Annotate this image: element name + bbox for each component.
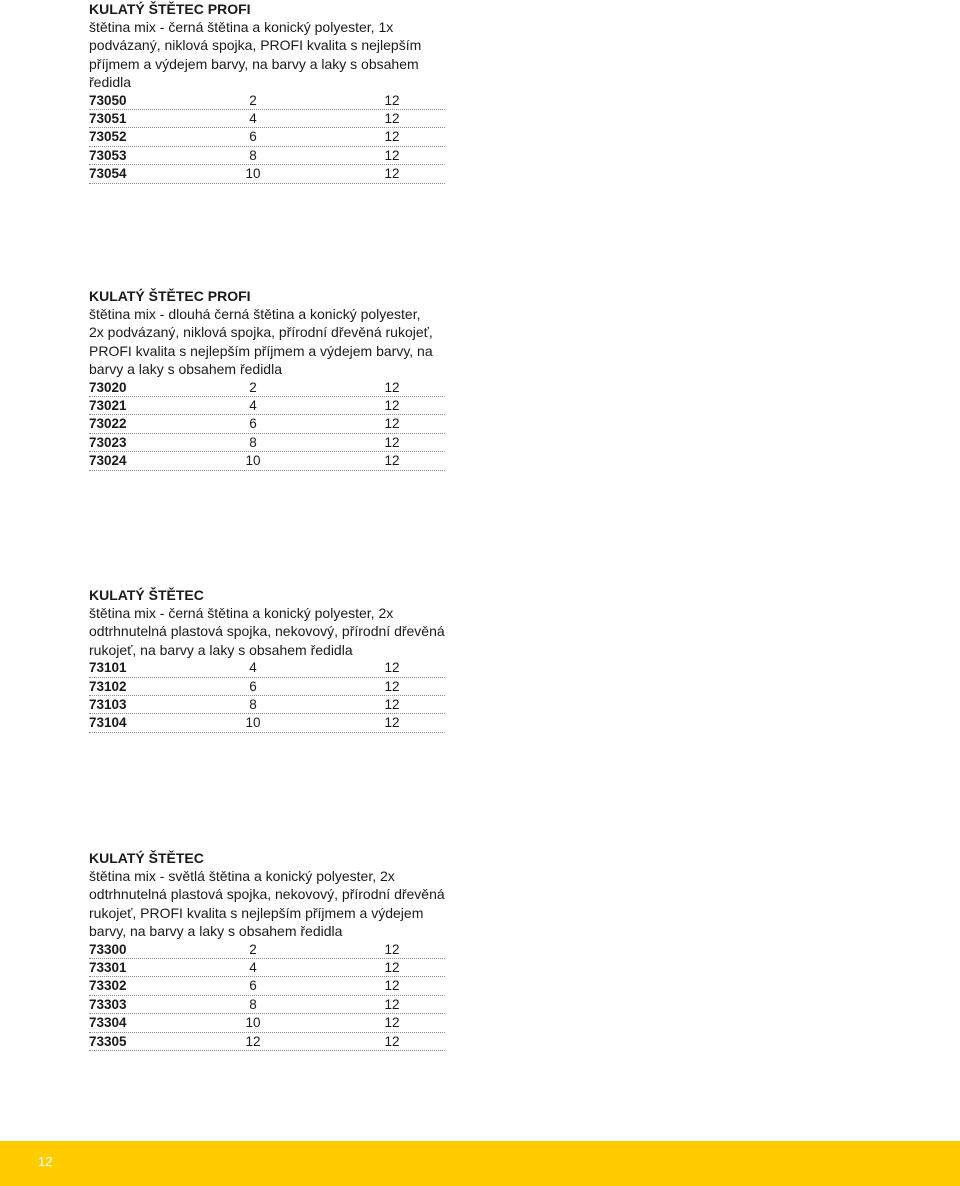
product-quantity: 12	[384, 1015, 400, 1031]
table-row	[89, 452, 445, 470]
product-size: 6	[249, 129, 257, 145]
product-size: 10	[245, 166, 261, 182]
product-title: KULATÝ ŠTĚTEC PROFI	[89, 288, 251, 304]
table-row	[89, 110, 445, 128]
product-table	[89, 92, 449, 184]
description-line: barvy a laky s obsahem ředidla	[89, 361, 282, 378]
page-number: 12	[38, 1154, 53, 1169]
product-description	[89, 604, 449, 659]
table-row	[89, 659, 445, 677]
product-section-2	[89, 287, 449, 471]
table-row	[89, 128, 445, 146]
product-code: 73301	[89, 960, 127, 976]
description-line: příjmem a výdejem barvy, na barvy a laky s obsahem	[89, 55, 419, 72]
product-quantity: 12	[384, 715, 400, 731]
product-code: 73052	[89, 129, 127, 145]
product-quantity: 12	[384, 92, 400, 108]
table-row	[89, 678, 445, 696]
product-quantity: 12	[384, 978, 400, 994]
description-line: štětina mix - černá štětina a konický polyester, 1x	[89, 19, 394, 35]
product-size: 12	[245, 1033, 261, 1049]
product-code: 73054	[89, 166, 127, 182]
product-quantity: 12	[384, 1033, 400, 1049]
product-quantity: 12	[384, 129, 400, 145]
table-row	[89, 977, 445, 995]
product-description	[89, 305, 449, 379]
description-line: rukojeť, PROFI kvalita s nejlepším příjmem a výdejem	[89, 904, 424, 921]
product-code: 73024	[89, 453, 127, 469]
description-line: odtrhnutelná plastová spojka, nekovový, přírodní dřevěná	[89, 623, 445, 640]
product-code: 73050	[89, 92, 127, 108]
product-size: 2	[249, 92, 257, 108]
product-quantity: 12	[384, 660, 400, 676]
product-size: 4	[249, 660, 257, 676]
product-code: 73020	[89, 379, 127, 395]
description-line: štětina mix - černá štětina a konický polyester, 2x	[89, 605, 394, 621]
table-row	[89, 415, 445, 433]
product-size: 10	[245, 1015, 261, 1031]
footer-bar	[0, 1141, 960, 1186]
product-size: 6	[249, 978, 257, 994]
product-quantity: 12	[384, 960, 400, 976]
product-code: 73303	[89, 996, 127, 1012]
product-size: 8	[249, 697, 257, 712]
product-section-1	[89, 0, 449, 184]
description-line: podvázaný, niklová spojka, PROFI kvalita s nejlepším	[89, 37, 422, 54]
product-quantity: 12	[384, 379, 400, 395]
table-row	[89, 379, 445, 397]
table-row	[89, 959, 445, 977]
product-section-3	[89, 586, 449, 733]
table-row	[89, 434, 445, 452]
product-size: 6	[249, 416, 257, 432]
product-quantity: 12	[384, 453, 400, 469]
product-quantity: 12	[384, 166, 400, 182]
description-line: ředidla	[89, 74, 132, 91]
product-code: 73101	[89, 660, 127, 676]
description-line: odtrhnutelná plastová spojka, nekovový, přírodní dřevěná	[89, 886, 445, 903]
product-title: KULATÝ ŠTĚTEC	[89, 587, 204, 603]
product-quantity: 12	[384, 941, 400, 957]
table-row	[89, 147, 445, 165]
product-section-4	[89, 849, 449, 1051]
table-row	[89, 714, 445, 732]
table-row	[89, 996, 445, 1014]
product-size: 10	[245, 715, 261, 731]
product-size: 8	[249, 147, 257, 163]
product-size: 2	[249, 941, 257, 957]
product-quantity: 12	[384, 111, 400, 127]
product-code: 73103	[89, 697, 127, 712]
description-line: PROFI kvalita s nejlepším příjmem a výdejem barvy, na	[89, 342, 433, 359]
product-code: 73053	[89, 147, 127, 163]
product-code: 73305	[89, 1033, 127, 1049]
product-title: KULATÝ ŠTĚTEC PROFI	[89, 1, 251, 17]
product-code: 73021	[89, 398, 127, 414]
product-code: 73302	[89, 978, 127, 994]
product-quantity: 12	[384, 697, 400, 712]
product-description	[89, 18, 449, 92]
product-code: 73023	[89, 434, 127, 450]
table-row	[89, 397, 445, 415]
product-quantity: 12	[384, 416, 400, 432]
table-row	[89, 92, 445, 110]
product-quantity: 12	[384, 678, 400, 694]
product-code: 73300	[89, 941, 127, 957]
description-line: štětina mix - dlouhá černá štětina a konický polyester,	[89, 306, 421, 322]
product-size: 8	[249, 434, 257, 450]
product-table	[89, 659, 449, 733]
product-size: 4	[249, 960, 257, 976]
description-line: štětina mix - světlá štětina a konický polyester, 2x	[89, 868, 395, 884]
table-row	[89, 1014, 445, 1032]
product-code: 73022	[89, 416, 127, 432]
product-size: 4	[249, 111, 257, 127]
table-row	[89, 941, 445, 959]
table-row	[89, 696, 445, 714]
product-size: 2	[249, 379, 257, 395]
product-code: 73102	[89, 678, 127, 694]
product-code: 73304	[89, 1015, 127, 1031]
product-code: 73104	[89, 715, 127, 731]
product-size: 8	[249, 996, 257, 1012]
description-line: barvy, na barvy a laky s obsahem ředidla	[89, 923, 343, 940]
product-code: 73051	[89, 111, 127, 127]
product-size: 6	[249, 678, 257, 694]
product-title: KULATÝ ŠTĚTEC	[89, 850, 204, 866]
table-row	[89, 165, 445, 183]
product-table	[89, 379, 449, 471]
description-line: rukojeť, na barvy a laky s obsahem ředidla	[89, 641, 353, 658]
product-quantity: 12	[384, 996, 400, 1012]
product-size: 4	[249, 398, 257, 414]
product-quantity: 12	[384, 398, 400, 414]
product-table	[89, 941, 449, 1051]
description-line: 2x podvázaný, niklová spojka, přírodní dřevěná rukojeť,	[89, 324, 433, 341]
product-size: 10	[245, 453, 261, 469]
product-quantity: 12	[384, 147, 400, 163]
table-row	[89, 1033, 445, 1051]
product-quantity: 12	[384, 434, 400, 450]
product-description	[89, 867, 449, 941]
